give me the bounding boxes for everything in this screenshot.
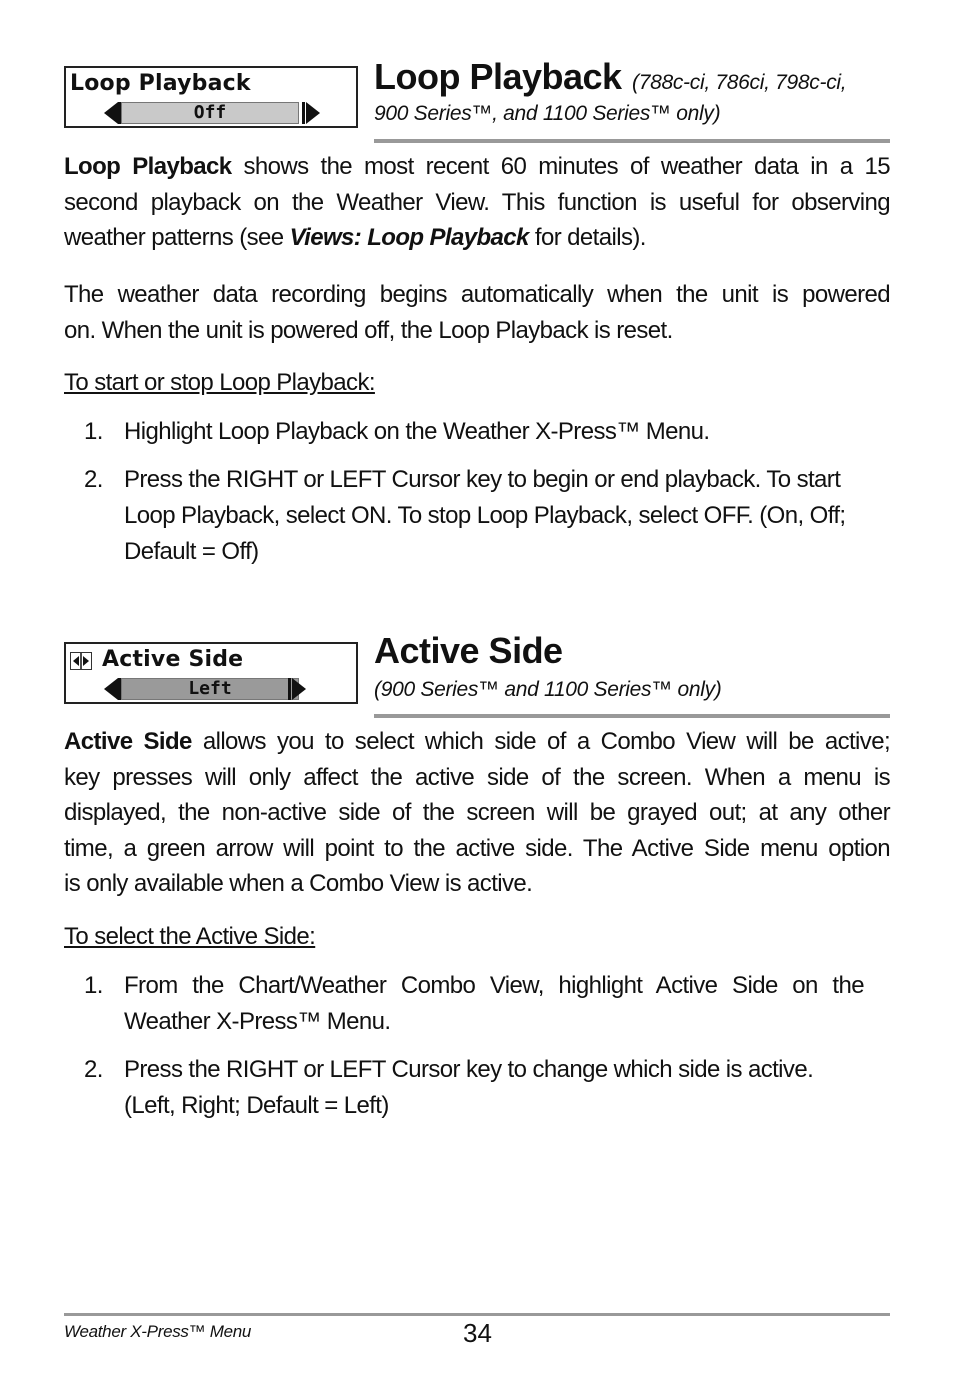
page-number: 34 (463, 1318, 492, 1348)
step-line: From the Chart/Weather Combo View, highlight Active Side on the (124, 972, 864, 999)
active-side-menu-image (64, 642, 358, 704)
footer-rule (64, 1313, 890, 1316)
menu-image-tick (302, 102, 305, 124)
cross-reference: Views: Loop Playback (289, 224, 529, 251)
model-note: (900 Series™ and 1100 Series™ only) (374, 678, 722, 701)
heading-rule (374, 714, 890, 718)
step-line: (Left, Right; Default = Left) (124, 1092, 389, 1119)
section-heading: Active Side (374, 630, 563, 671)
step-number: 1. (84, 418, 103, 445)
step-line: Press the RIGHT or LEFT Cursor key to begin or end playback. To start (124, 466, 841, 493)
section-heading: Loop Playback (374, 56, 622, 97)
term-bold: Loop Playback (64, 153, 232, 180)
model-note: (788c-ci, 786ci, 798c-ci, (632, 71, 847, 94)
menu-image-tick (288, 678, 291, 700)
step-line: Press the RIGHT or LEFT Cursor key to change which side is active. (124, 1056, 814, 1083)
recording-description (64, 277, 890, 348)
step-number: 2. (84, 1056, 103, 1083)
left-arrow-icon (104, 102, 118, 124)
step-line: Weather X-Press™ Menu. (124, 1008, 391, 1035)
model-note: 900 Series™, and 1100 Series™ only) (374, 102, 721, 125)
procedure-subheading: To select the Active Side: (64, 923, 316, 950)
left-arrow-icon (104, 678, 118, 700)
menu-image-value: Off (121, 102, 299, 124)
paragraph-line: allows you to select which side of a Combo View will be active; (202, 728, 891, 755)
loop-playback-menu-image (64, 66, 358, 128)
step-line: Default = Off) (124, 538, 259, 565)
paragraph-line: displayed, the non-active side of the screen will be grayed out; at any other (64, 799, 890, 826)
step-number: 2. (84, 466, 103, 493)
paragraph-line: on. When the unit is powered off, the Loop Playback is reset. (64, 316, 673, 344)
paragraph-line: is only available when a Combo View is active. (64, 870, 533, 897)
menu-image-value: Left (121, 678, 299, 700)
active-side-description (64, 724, 890, 902)
footer-section-name: Weather X-Press™ Menu (64, 1322, 252, 1341)
paragraph-line: shows the most recent 60 minutes of weather data in a 15 (243, 153, 890, 180)
paragraph-line: time, a green arrow will point to the active side. The Active Side menu option (64, 834, 890, 862)
step-line: Highlight Loop Playback on the Weather X-Press™ Menu. (124, 418, 710, 445)
term-bold: Active Side (64, 728, 192, 755)
paragraph-line: second playback on the Weather View. This function is useful for observing (64, 188, 890, 216)
right-arrow-icon (306, 102, 320, 124)
paragraph-line: weather patterns (see (64, 224, 284, 251)
active-side-heading-block (374, 630, 890, 702)
procedure-subheading: To start or stop Loop Playback: (64, 369, 375, 396)
step-number: 1. (84, 972, 103, 999)
active-side-icon (70, 652, 92, 670)
right-arrow-icon (292, 678, 306, 700)
loop-playback-description (64, 149, 890, 256)
paragraph-line: for details). (534, 224, 646, 251)
paragraph-line: key presses will only affect the active side of the screen. When a menu is (64, 763, 890, 791)
menu-image-title: Loop Playback (70, 71, 251, 96)
menu-image-title: Active Side (102, 647, 244, 672)
loop-playback-heading-block (374, 56, 890, 126)
paragraph-line: The weather data recording begins automatically when the unit is powered (64, 281, 890, 308)
step-line: Loop Playback, select ON. To stop Loop Playback, select OFF. (On, Off; (124, 502, 846, 529)
heading-rule (374, 139, 890, 143)
